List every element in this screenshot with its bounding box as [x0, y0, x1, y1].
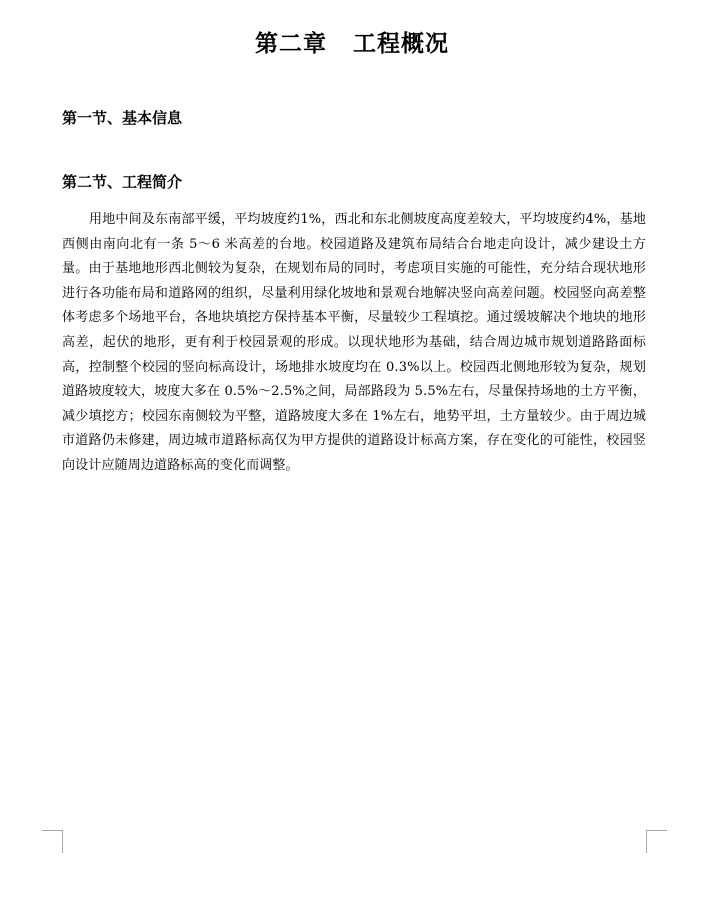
chapter-name: 工程概况	[353, 31, 449, 57]
body-paragraph: 用地中间及东南部平缓，平均坡度约1%，西北和东北侧坡度高度差较大，平均坡度约4%，基地西侧由南向北有一条 5～6 米高差的台地。校园道路及建筑布局结合台地走向设计，减少建设土方量。由于基地地形西北侧较为复杂，在规划布局的同时，考虑项目实施的可能性，充分结合现状地形进行各功能布局和道路网的组织，尽量利用绿化坡地和景观台地解决竖向高差问题。校园竖向高差整体考虑多个场地平台，各地块填挖方保持基本平衡，尽量较少工程填挖。通过缓坡解决个地块的地形高差，起伏的地形，更有利于校园景观的形成。以现状地形为基础，结合周边城市规划道路路面标高，控制整个校园的竖向标高设计，场地排水坡度均在 0.3%以上。校园西北侧地形较为复杂，规划道路坡度较大，坡度大多在 0.5%～2.5%之间，局部路段为 5.5%左右，尽量保持场地的土方平衡，减少填挖方；校园东南侧较为平整，道路坡度大多在 1%左右，地势平坦，土方量较少。由于周边城市道路仍未修建，周边城市道路标高仅为甲方提供的道路设计标高方案，存在变化的可能性，校园竖向设计应随周边道路标高的变化而调整。	[62, 212, 646, 473]
chapter-number: 第二章	[255, 31, 327, 57]
margin-corner-mark-right	[646, 830, 667, 853]
section-title-project-overview: 第二节、工程简介	[62, 173, 183, 191]
chapter-title	[0, 26, 704, 62]
margin-corner-mark-left	[42, 830, 63, 853]
section-title-basic-info: 第一节、基本信息	[62, 109, 183, 127]
